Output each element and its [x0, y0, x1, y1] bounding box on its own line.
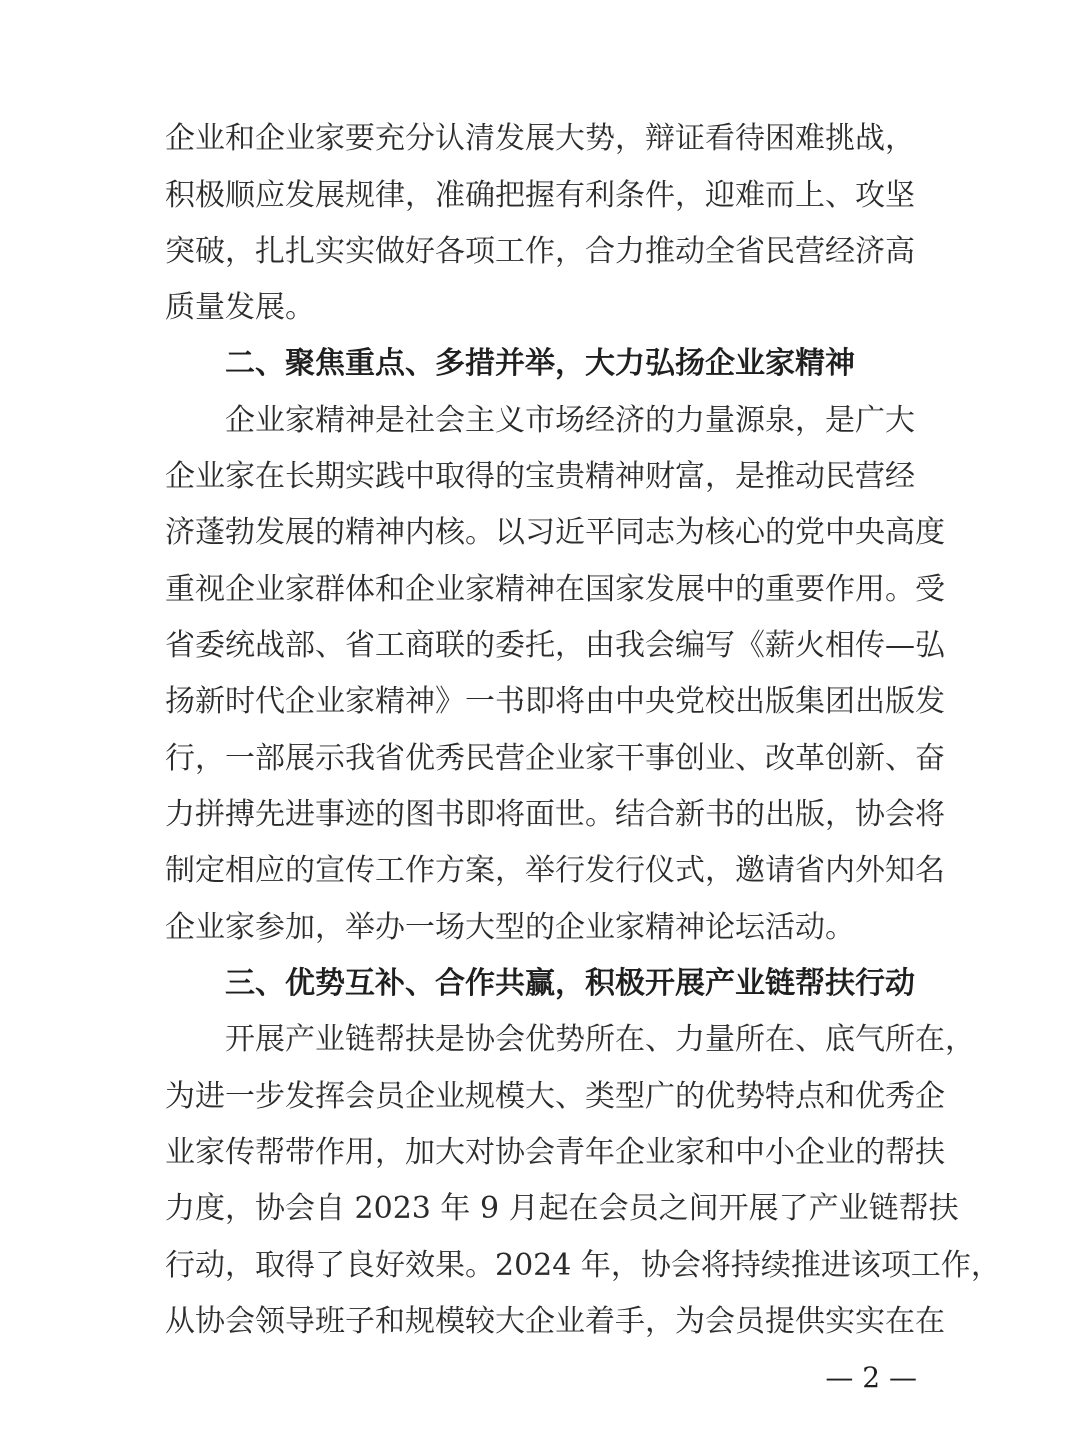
paragraph-3-line-2: 为进一步发挥会员企业规模大、类型广的优势特点和优秀企 [165, 1079, 945, 1114]
paragraph-2-line-2: 企业家在长期实践中取得的宝贵精神财富，是推动民营经 [165, 459, 915, 494]
paragraph-3-line-6: 从协会领导班子和规模较大企业着手，为会员提供实实在在 [165, 1304, 945, 1339]
paragraph-2-line-7: 行，一部展示我省优秀民营企业家干事创业、改革创新、奋 [165, 741, 945, 776]
paragraph-1-line-4: 质量发展。 [165, 290, 315, 325]
paragraph-2-line-9: 制定相应的宣传工作方案，举行发行仪式，邀请省内外知名 [165, 853, 945, 888]
paragraph-3-line-5: 行动，取得了良好效果。2024 年，协会将持续推进该项工作， [165, 1248, 1001, 1283]
section-heading-2: 二、聚焦重点、多措并举，大力弘扬企业家精神 [225, 346, 855, 381]
paragraph-2-line-8: 力拼搏先进事迹的图书即将面世。结合新书的出版，协会将 [165, 797, 945, 832]
paragraph-2-line-6: 扬新时代企业家精神》一书即将由中央党校出版集团出版发 [165, 684, 945, 719]
paragraph-1-line-3: 突破，扎扎实实做好各项工作，合力推动全省民营经济高 [165, 234, 915, 269]
paragraph-3-line-3: 业家传帮带作用，加大对协会青年企业家和中小企业的帮扶 [165, 1135, 945, 1170]
page-number: — 2 — [825, 1361, 917, 1394]
paragraph-2-line-1: 企业家精神是社会主义市场经济的力量源泉，是广大 [225, 403, 915, 438]
paragraph-1-line-2: 积极顺应发展规律，准确把握有利条件，迎难而上、攻坚 [165, 178, 915, 213]
paragraph-2-line-10: 企业家参加，举办一场大型的企业家精神论坛活动。 [165, 910, 855, 945]
paragraph-2-line-3: 济蓬勃发展的精神内核。以习近平同志为核心的党中央高度 [165, 515, 945, 550]
paragraph-2-line-5: 省委统战部、省工商联的委托，由我会编写《薪火相传—弘 [165, 628, 945, 663]
paragraph-3-line-4: 力度，协会自 2023 年 9 月起在会员之间开展了产业链帮扶 [165, 1191, 959, 1226]
section-heading-3: 三、优势互补、合作共赢，积极开展产业链帮扶行动 [225, 966, 915, 1001]
paragraph-1-line-1: 企业和企业家要充分认清发展大势，辩证看待困难挑战， [165, 121, 915, 156]
paragraph-3-line-1: 开展产业链帮扶是协会优势所在、力量所在、底气所在， [225, 1022, 975, 1057]
paragraph-2-line-4: 重视企业家群体和企业家精神在国家发展中的重要作用。受 [165, 572, 945, 607]
